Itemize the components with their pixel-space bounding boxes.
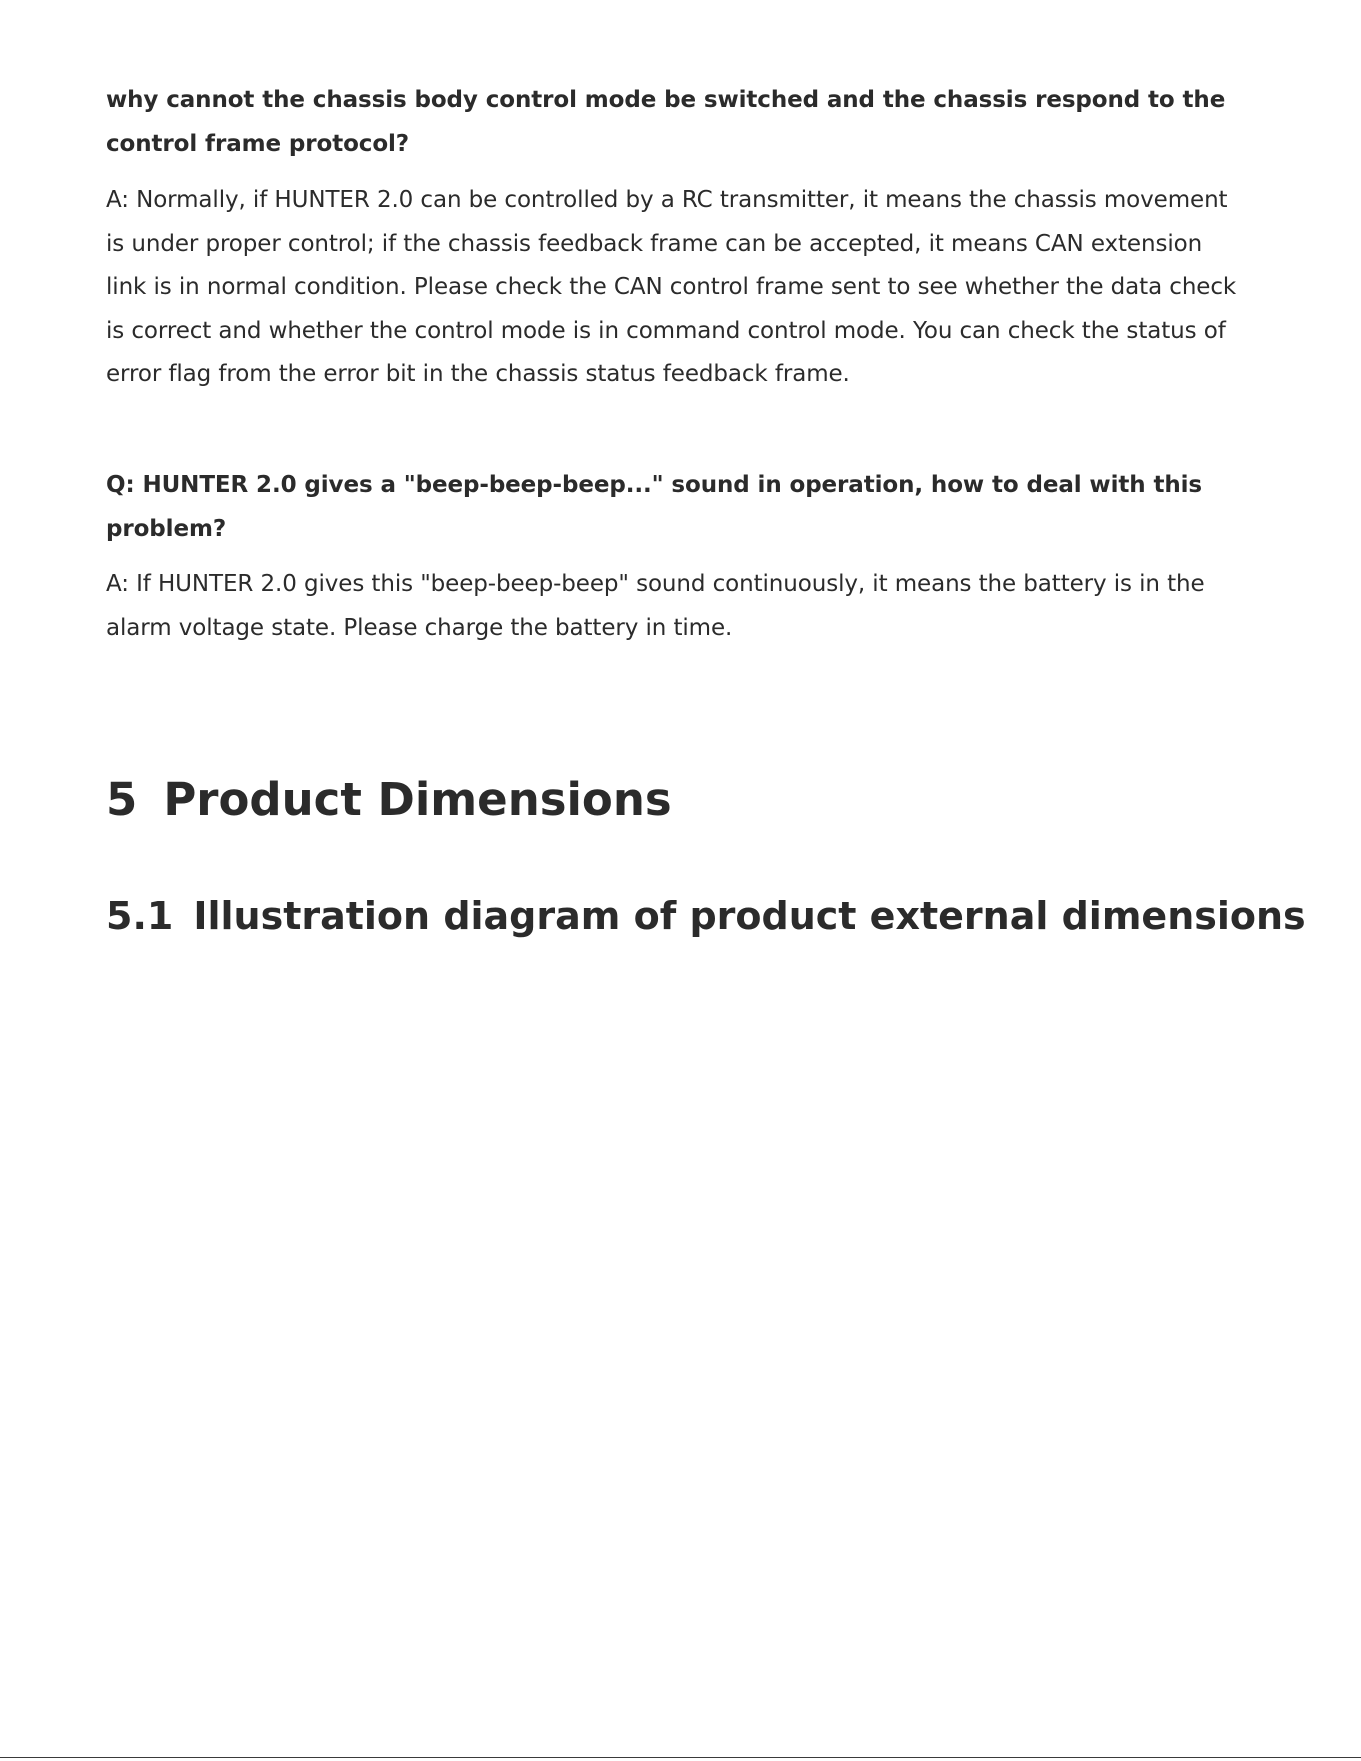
subsection-title: Illustration diagram of product external dimensions	[193, 894, 1306, 938]
section-heading	[106, 770, 672, 830]
faq-answer: A: If HUNTER 2.0 gives this "beep-beep-beep" sound continuously, it means the battery is in the alarm voltage state. Please charge the battery in time.	[106, 571, 1205, 641]
faq-answer: A: Normally, if HUNTER 2.0 can be controlled by a RC transmitter, it means the chassis movement is under proper control; if the chassis feedback frame can be accepted, it means CAN extension link is in normal condition. Please check the CAN control frame sent to see whether the data check is correct and whether the control mode is in command control mode. You can check the status of error flag from the error bit in the chassis status feedback frame.	[106, 187, 1237, 387]
subsection-heading	[106, 890, 1306, 942]
subsection-number: 5.1	[106, 894, 174, 938]
section-title: Product Dimensions	[163, 773, 672, 826]
footer-divider	[0, 1757, 1361, 1758]
faq-question: Q: HUNTER 2.0 gives a "beep-beep-beep..." sound in operation, how to deal with this problem?	[106, 472, 1202, 542]
section-number: 5	[106, 773, 138, 826]
faq-question: why cannot the chassis body control mode be switched and the chassis respond to the control frame protocol?	[106, 87, 1226, 157]
